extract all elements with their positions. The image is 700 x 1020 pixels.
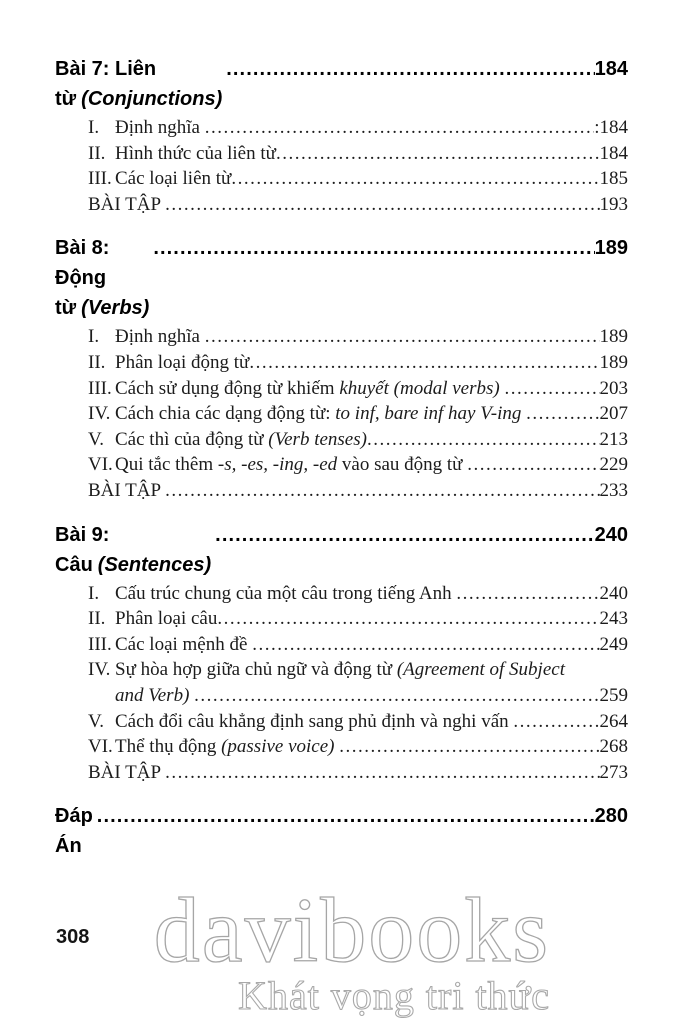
watermark-brand-text: davibooks bbox=[153, 879, 550, 981]
page-number: 308 bbox=[56, 926, 90, 948]
toc-item bbox=[55, 709, 628, 735]
item-text-segment: Hình thức của liên từ bbox=[115, 142, 276, 164]
item-numeral: I. bbox=[88, 117, 100, 138]
item-text bbox=[115, 141, 276, 167]
toc-section-heading bbox=[55, 520, 628, 580]
item-text bbox=[115, 709, 513, 735]
item-text-segment: Cách chia các dạng động từ: bbox=[115, 403, 336, 425]
page-ref: 203 bbox=[599, 377, 628, 399]
toc-item bbox=[55, 581, 628, 607]
item-text bbox=[115, 166, 231, 192]
item-text bbox=[115, 115, 205, 141]
page-ref: 249 bbox=[599, 633, 628, 655]
toc-item bbox=[55, 141, 628, 167]
item-numeral: III. bbox=[88, 377, 112, 399]
toc-item bbox=[55, 166, 628, 192]
page-ref: 233 bbox=[599, 479, 628, 501]
item-text bbox=[115, 376, 504, 402]
item-text-segment: to inf, bare inf hay V-ing bbox=[335, 403, 522, 425]
item-text bbox=[115, 452, 467, 478]
item-numeral: I. bbox=[88, 582, 100, 604]
item-numeral: IV. bbox=[88, 659, 111, 681]
item-text-segment: Cách đổi câu khẳng định sang phủ định và nghi vấn bbox=[115, 710, 514, 732]
item-text-segment: and Verb) bbox=[115, 684, 195, 706]
toc-item bbox=[55, 376, 628, 402]
toc-item bbox=[55, 606, 628, 632]
item-text-segment: Phân loại câu bbox=[115, 608, 218, 630]
leader-dots bbox=[205, 324, 600, 350]
watermark bbox=[148, 879, 550, 1018]
item-numeral: VI. bbox=[88, 454, 113, 476]
item-text-segment: Các loại liên từ bbox=[115, 168, 232, 190]
page-ref: 207 bbox=[599, 403, 628, 425]
section-title-italic: (Sentences) bbox=[97, 553, 212, 576]
item-text bbox=[115, 657, 565, 683]
section-title: Bài 8: Động từ bbox=[55, 237, 110, 320]
page-ref: 229 bbox=[599, 454, 628, 476]
leader-dots bbox=[339, 734, 599, 760]
item-numeral: III. bbox=[88, 168, 112, 190]
item-text bbox=[115, 632, 252, 658]
item-text-segment: BÀI TẬP bbox=[88, 761, 166, 783]
leader-dots bbox=[153, 233, 594, 263]
leader-dots bbox=[467, 452, 599, 478]
item-numeral: I. bbox=[88, 326, 100, 348]
item-numeral: II. bbox=[88, 351, 106, 373]
leader-dots bbox=[504, 376, 599, 402]
item-text-segment: Cấu trúc chung của một câu trong tiếng Anh bbox=[115, 582, 457, 604]
item-numeral: IV. bbox=[88, 403, 111, 425]
item-text bbox=[115, 324, 205, 350]
item-text bbox=[115, 427, 367, 453]
toc-item bbox=[55, 452, 628, 478]
leader-dots bbox=[513, 709, 599, 735]
item-numeral: V. bbox=[88, 710, 105, 732]
item-text bbox=[88, 478, 165, 504]
page-ref: 264 bbox=[599, 710, 628, 732]
item-text bbox=[115, 350, 249, 376]
item-text bbox=[88, 760, 165, 786]
item-text bbox=[88, 192, 165, 218]
page-ref: 259 bbox=[599, 684, 628, 706]
section-title-italic: (Verbs) bbox=[81, 297, 150, 320]
item-numeral: II. bbox=[88, 608, 106, 630]
item-text-segment: (Agreement of Subject bbox=[396, 659, 565, 681]
leader-dots bbox=[231, 166, 599, 192]
item-numeral: VI. bbox=[88, 736, 113, 758]
item-text bbox=[115, 606, 217, 632]
section-title-italic: (Conjunctions) bbox=[81, 88, 223, 110]
item-text-segment: (Verb tenses) bbox=[268, 428, 367, 450]
leader-dots bbox=[165, 478, 599, 504]
toc-item bbox=[55, 657, 628, 683]
leader-dots bbox=[215, 520, 594, 550]
item-text-segment: Các thì của động từ bbox=[115, 428, 269, 450]
item-text-segment: BÀI TẬP bbox=[88, 479, 166, 501]
page-ref: 189 bbox=[599, 326, 628, 348]
leader-dots bbox=[367, 427, 600, 453]
item-text-segment: Cách sử dụng động từ khiếm bbox=[115, 377, 340, 399]
item-text bbox=[115, 734, 339, 760]
item-text-segment: (passive voice) bbox=[221, 736, 335, 758]
page-ref: 268 bbox=[599, 736, 628, 758]
leader-dots bbox=[165, 760, 599, 786]
page-ref: 189 bbox=[594, 237, 628, 260]
page-ref: 193 bbox=[599, 193, 628, 215]
item-text-segment: khuyết (modal verbs) bbox=[339, 377, 500, 399]
item-text-segment: Các loại mệnh đề bbox=[115, 633, 253, 655]
page-ref: 280 bbox=[594, 805, 628, 828]
toc-section bbox=[55, 54, 628, 217]
leader-dots bbox=[165, 192, 599, 218]
section-title-wrap bbox=[55, 54, 226, 114]
section-title-wrap bbox=[55, 233, 153, 323]
toc-item bbox=[55, 478, 628, 504]
leader-dots bbox=[249, 350, 599, 376]
page-ref: 240 bbox=[599, 582, 628, 604]
toc-item bbox=[55, 192, 628, 218]
item-text-segment: Qui tắc thêm bbox=[115, 454, 218, 476]
leader-dots bbox=[97, 801, 595, 831]
toc-item bbox=[55, 115, 628, 141]
page-ref: 185 bbox=[599, 168, 628, 190]
item-text-segment: vào sau động từ bbox=[337, 454, 468, 476]
leader-dots bbox=[194, 683, 599, 709]
item-text bbox=[115, 581, 456, 607]
toc-section-heading bbox=[55, 54, 628, 114]
item-text-segment: Định nghĩa bbox=[115, 326, 205, 348]
page-ref: 240 bbox=[594, 523, 628, 546]
item-text-segment: Thể thụ động bbox=[115, 736, 222, 758]
leader-dots bbox=[252, 632, 599, 658]
toc-item bbox=[55, 350, 628, 376]
toc-item bbox=[55, 427, 628, 453]
item-numeral: V. bbox=[88, 428, 105, 450]
page-ref: :184 bbox=[594, 117, 628, 138]
leader-dots bbox=[205, 115, 595, 141]
item-numeral: II. bbox=[88, 142, 106, 164]
item-text-segment: BÀI TẬP bbox=[88, 193, 166, 215]
item-text-segment: Định nghĩa bbox=[115, 117, 205, 138]
page-ref: 184 bbox=[594, 58, 628, 80]
item-text bbox=[115, 401, 526, 427]
page-ref: 189 bbox=[599, 351, 628, 373]
item-text-segment: -s, -es, -ing, -ed bbox=[217, 454, 338, 476]
leader-dots bbox=[526, 401, 599, 427]
item-text-segment: Phân loại động từ bbox=[115, 351, 250, 373]
item-numeral: III. bbox=[88, 633, 112, 655]
toc-item bbox=[55, 632, 628, 658]
page-ref: 184 bbox=[599, 142, 628, 164]
toc-item-continuation bbox=[55, 683, 628, 709]
toc-item bbox=[55, 734, 628, 760]
toc-section bbox=[55, 233, 628, 503]
toc-item bbox=[55, 760, 628, 786]
page-ref: 213 bbox=[599, 428, 628, 450]
answers-title: Đáp Án bbox=[55, 805, 93, 858]
toc-section-heading bbox=[55, 233, 628, 323]
watermark-tagline-text: Khát vọng tri thức bbox=[238, 973, 550, 1018]
item-text bbox=[115, 683, 194, 709]
leader-dots bbox=[276, 141, 600, 167]
toc-list bbox=[55, 54, 628, 862]
toc-item bbox=[55, 401, 628, 427]
item-text-segment: Sự hòa hợp giữa chủ ngữ và động từ bbox=[115, 659, 397, 681]
toc-section bbox=[55, 520, 628, 786]
page-ref: 273 bbox=[599, 761, 628, 783]
toc-item bbox=[55, 324, 628, 350]
section-title: Bài 7: Liên từ bbox=[55, 58, 157, 110]
page-ref: 243 bbox=[599, 608, 628, 630]
leader-dots bbox=[217, 606, 599, 632]
section-title: Bài 9: Câu bbox=[55, 523, 110, 576]
toc-answers-entry bbox=[55, 801, 628, 861]
section-title-wrap bbox=[55, 520, 215, 580]
leader-dots bbox=[226, 54, 594, 84]
leader-dots bbox=[456, 581, 599, 607]
